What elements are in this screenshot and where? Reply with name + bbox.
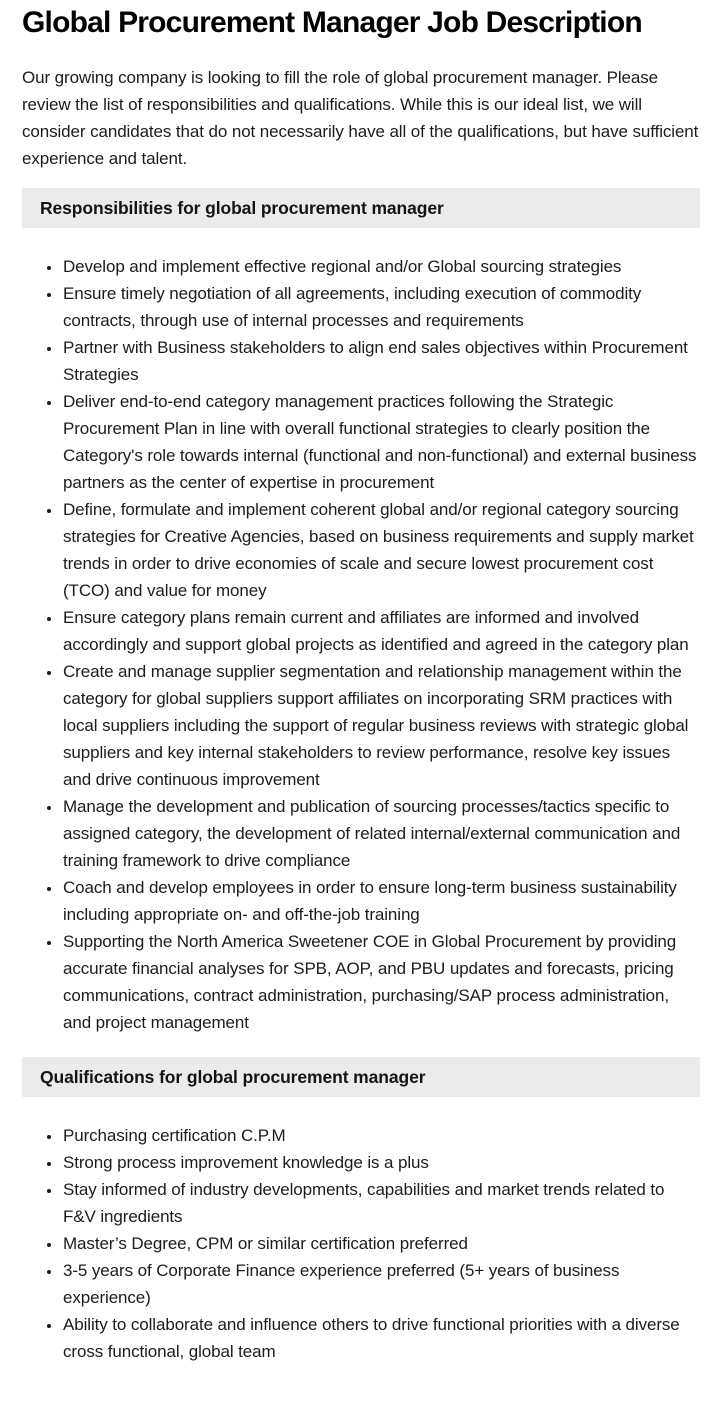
list-item: • Stay informed of industry developments, capabilities and market trends related to F&V ingredients — [62, 1176, 700, 1230]
list-item: • Supporting the North America Sweetener COE in Global Procurement by providing accurate financial analyses for SPB, AOP, and PBU updates and forecasts, pricing communications, contract administration, purchasing/SAP process administration, and project management — [62, 928, 700, 1036]
list-item: • Define, formulate and implement coherent global and/or regional category sourcing strategies for Creative Agencies, based on business requirements and supply market trends in order to drive economies of scale and secure lowest procurement cost (TCO) and value for money — [62, 496, 700, 604]
responsibilities-list — [22, 253, 700, 1036]
list-item: • Purchasing certification C.P.M — [62, 1122, 700, 1149]
list-item: • Coach and develop employees in order to ensure long-term business sustainability including appropriate on- and off-the-job training — [62, 874, 700, 928]
list-item: • Deliver end-to-end category management practices following the Strategic Procurement Plan in line with overall functional strategies to clearly position the Category's role towards internal (functional and non-functional) and external business partners as the center of expertise in procurement — [62, 388, 700, 496]
qualifications-list — [22, 1122, 700, 1365]
list-item: • Develop and implement effective regional and/or Global sourcing strategies — [62, 253, 700, 280]
list-item: • Manage the development and publication of sourcing processes/tactics specific to assigned category, the development of related internal/external communication and training framework to drive compliance — [62, 793, 700, 874]
page-title: Global Procurement Manager Job Description — [22, 6, 642, 39]
section-header-qualifications — [22, 1057, 700, 1097]
intro-paragraph: Our growing company is looking to fill the role of global procurement manager. Please review the list of responsibilities and qualifications. While this is our ideal list, we will consider candidates that do not necessarily have all of the qualifications, but have sufficient experience and talent. — [22, 68, 699, 168]
list-item: • 3-5 years of Corporate Finance experience preferred (5+ years of business experience) — [62, 1257, 700, 1311]
list-item: • Ability to collaborate and influence others to drive functional priorities with a diverse cross functional, global team — [62, 1311, 700, 1365]
list-item: • Partner with Business stakeholders to align end sales objectives within Procurement Strategies — [62, 334, 700, 388]
list-item: • Ensure timely negotiation of all agreements, including execution of commodity contracts, through use of internal processes and requirements — [62, 280, 700, 334]
list-item: • Create and manage supplier segmentation and relationship management within the category for global suppliers support affiliates on incorporating SRM practices with local suppliers including the support of regular business reviews with strategic global suppliers and key internal stakeholders to review performance, resolve key issues and drive continuous improvement — [62, 658, 700, 793]
list-item: • Strong process improvement knowledge is a plus — [62, 1149, 700, 1176]
section-heading-text: Qualifications for global procurement manager — [40, 1067, 426, 1087]
list-item: • Ensure category plans remain current and affiliates are informed and involved accordingly and support global projects as identified and agreed in the category plan — [62, 604, 700, 658]
list-item: • Master’s Degree, CPM or similar certification preferred — [62, 1230, 700, 1257]
section-header-responsibilities — [22, 188, 700, 228]
section-heading-text: Responsibilities for global procurement manager — [40, 198, 444, 218]
